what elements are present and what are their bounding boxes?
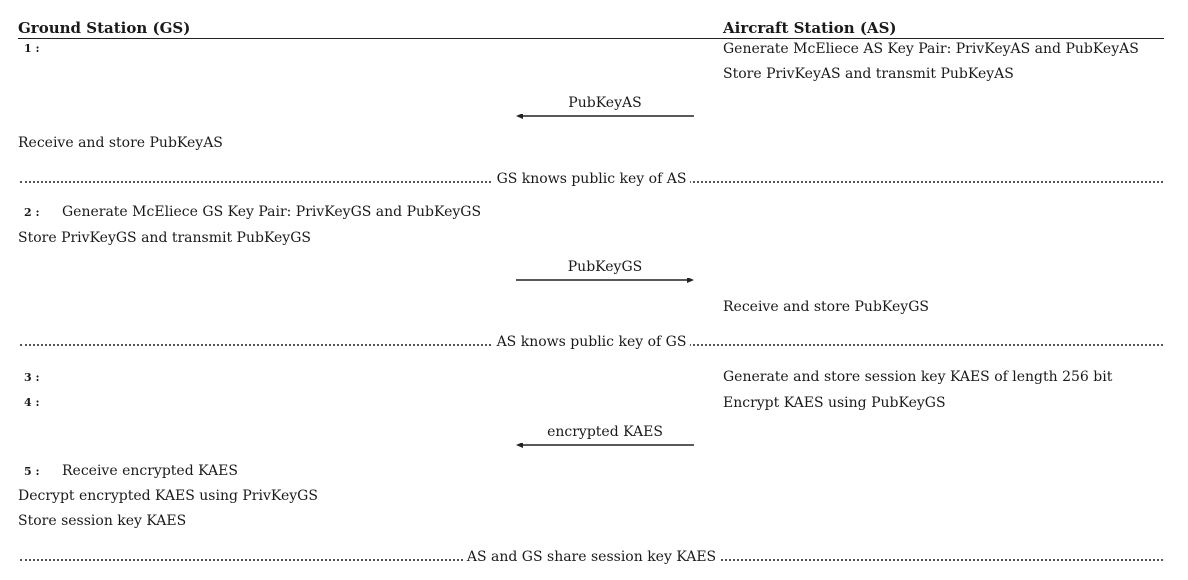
separator-as-knows-gs	[20, 333, 1163, 351]
step-4-number: 4 :	[24, 396, 40, 409]
step-1-generate-as-keypair: Generate McEliece AS Key Pair: PrivKeyAS and PubKeyAS	[723, 41, 1139, 57]
step-2-number: 2 :	[24, 206, 40, 219]
separator-label: GS knows public key of AS	[493, 170, 691, 188]
step-3-number: 3 :	[24, 371, 40, 384]
message-pubkey-gs	[516, 258, 694, 288]
separator-label: AS and GS share session key KAES	[463, 548, 720, 566]
message-encrypted-kaes	[516, 423, 694, 453]
left-arrow-icon	[516, 443, 694, 453]
step-5-number: 5 :	[24, 465, 40, 478]
left-arrow-icon	[516, 114, 694, 124]
step-5-receive-encrypted: Receive encrypted KAES	[62, 463, 238, 479]
gs-receive-pubkey-as: Receive and store PubKeyAS	[18, 135, 223, 151]
gs-header: Ground Station (GS)	[18, 19, 191, 37]
header-rule	[18, 38, 1164, 39]
right-arrow-icon	[516, 278, 694, 288]
step-5-store-session-key: Store session key KAES	[18, 513, 187, 529]
separator-label: AS knows public key of GS	[493, 333, 691, 351]
separator-shared-session-key	[20, 548, 1163, 566]
as-receive-pubkey-gs: Receive and store PubKeyGS	[723, 299, 929, 315]
step-2-generate-gs-keypair: Generate McEliece GS Key Pair: PrivKeyGS and PubKeyGS	[62, 204, 482, 220]
step-1-store-and-transmit: Store PrivKeyAS and transmit PubKeyAS	[723, 66, 1014, 82]
message-pubkey-as-label: PubKeyAS	[568, 95, 642, 111]
message-pubkey-as	[516, 94, 694, 124]
step-2-store-and-transmit: Store PrivKeyGS and transmit PubKeyGS	[18, 230, 311, 246]
as-header: Aircraft Station (AS)	[723, 19, 897, 37]
step-5-decrypt: Decrypt encrypted KAES using PrivKeyGS	[18, 488, 318, 504]
message-encrypted-kaes-label: encrypted KAES	[547, 424, 663, 440]
message-pubkey-gs-label: PubKeyGS	[567, 259, 643, 275]
step-4-encrypt-session-key: Encrypt KAES using PubKeyGS	[723, 395, 946, 411]
step-1-number: 1 :	[24, 42, 40, 55]
step-3-generate-session-key: Generate and store session key KAES of length 256 bit	[723, 369, 1113, 385]
separator-gs-knows-as	[20, 170, 1163, 188]
